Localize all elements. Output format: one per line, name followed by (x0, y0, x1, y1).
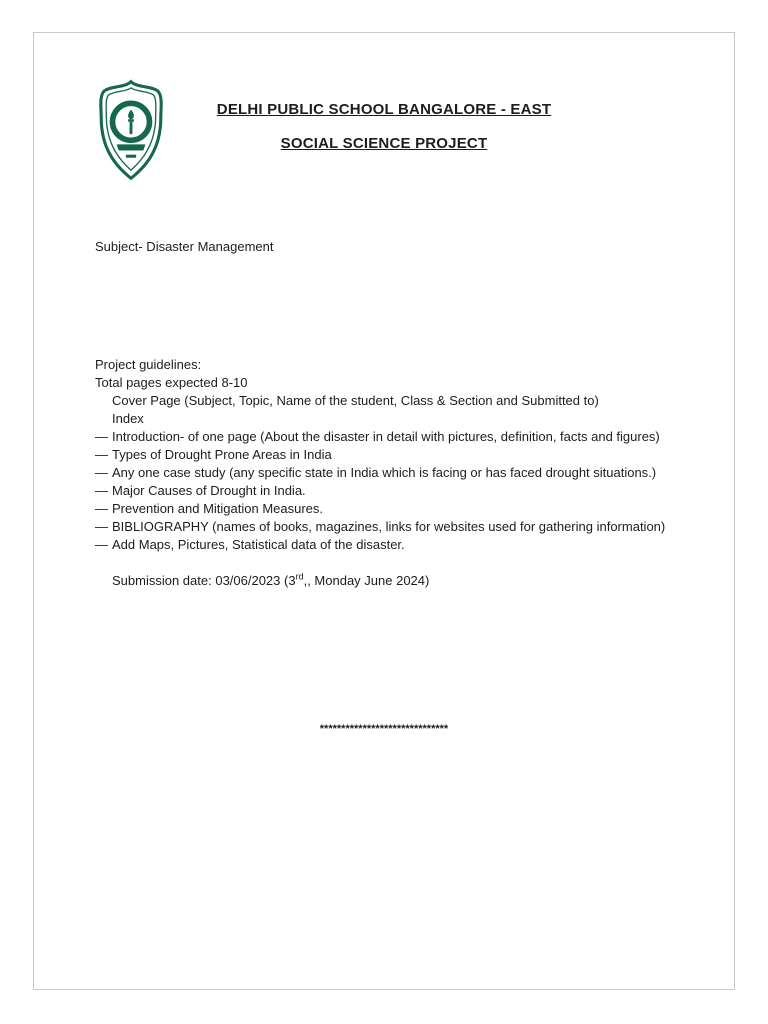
bullet-dash: — (95, 483, 108, 498)
list-item-text: BIBLIOGRAPHY (names of books, magazines, links for websites used for gathering information) (112, 519, 666, 534)
bullet-dash: — (95, 519, 108, 534)
submission-prefix: Submission date: 03/06/2023 (3 (112, 573, 296, 588)
dps-crest-icon (94, 77, 168, 183)
asterisk-separator: ****************************** (319, 723, 449, 735)
bullet-dash: — (95, 501, 108, 516)
list-item-text: Major Causes of Drought in India. (112, 483, 306, 498)
guidelines-block (95, 356, 677, 590)
index-line: Index (112, 411, 144, 426)
list-item-text: Prevention and Mitigation Measures. (112, 501, 324, 516)
bullet-dash: — (95, 537, 108, 552)
list-item (95, 518, 677, 536)
bullet-dash: — (95, 429, 108, 444)
submission-ordinal: rd (295, 571, 304, 582)
page-title: DELHI PUBLIC SCHOOL BANGALORE - EAST (216, 101, 552, 118)
guidelines-heading: Project guidelines: (95, 357, 202, 372)
list-item (95, 446, 677, 464)
list-item-text: Add Maps, Pictures, Statistical data of the disaster. (112, 537, 405, 552)
document-page (33, 32, 735, 990)
bullet-dash: — (95, 447, 108, 462)
list-item (95, 464, 677, 482)
page-subtitle: SOCIAL SCIENCE PROJECT (280, 135, 488, 152)
total-pages-line: Total pages expected 8-10 (95, 375, 248, 390)
submission-line (95, 572, 677, 590)
list-item (95, 500, 677, 518)
list-item-text: Types of Drought Prone Areas in India (112, 447, 332, 462)
list-item (95, 428, 677, 446)
submission-suffix: ,, Monday June 2024) (303, 573, 430, 588)
list-item (95, 536, 677, 554)
bullet-dash: — (95, 465, 108, 480)
list-item-text: Introduction- of one page (About the disaster in detail with pictures, definition, facts and figures) (112, 429, 660, 444)
cover-page-line: Cover Page (Subject, Topic, Name of the student, Class & Section and Submitted to) (112, 393, 599, 408)
subject-line: Subject- Disaster Management (95, 239, 274, 254)
list-item (95, 482, 677, 500)
list-item-text: Any one case study (any specific state in India which is facing or has faced drought situations.) (112, 465, 657, 480)
